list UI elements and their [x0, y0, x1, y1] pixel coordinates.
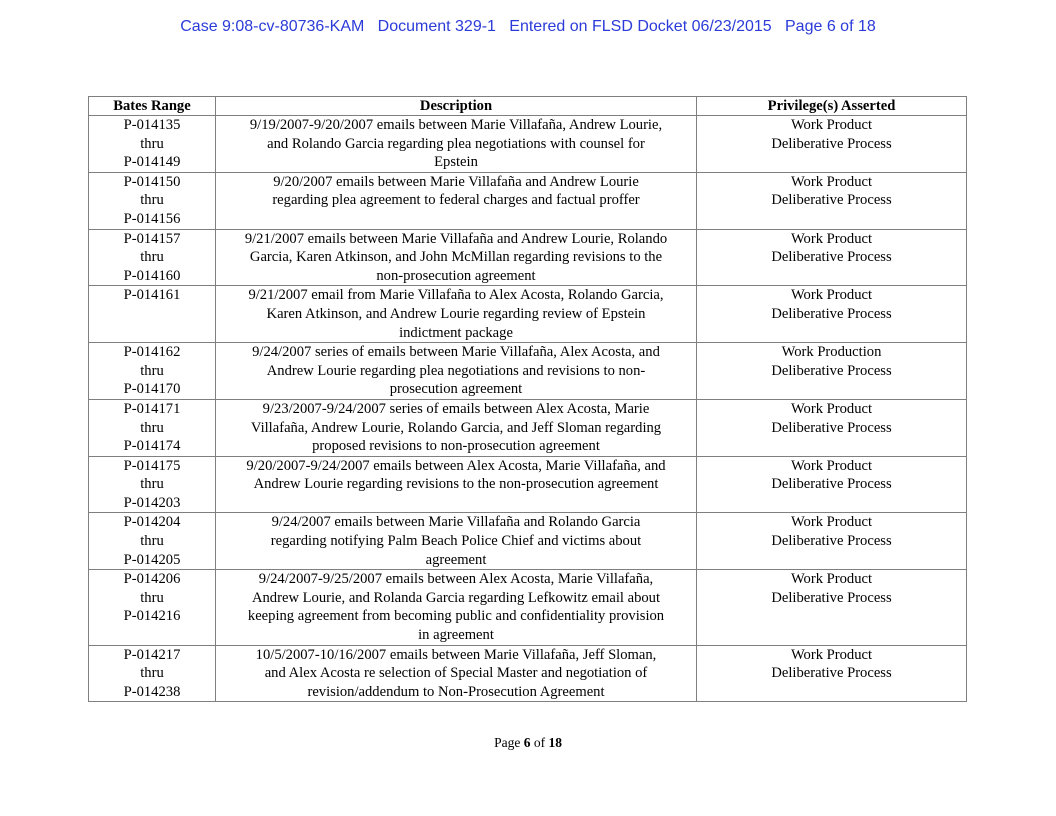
privilege-cell: Work Product Deliberative Process — [697, 286, 967, 343]
bates-range-cell: P-014217 thru P-014238 — [89, 645, 216, 702]
description-cell: 9/23/2007-9/24/2007 series of emails between Alex Acosta, Marie Villafaña, Andrew Lourie, Rolando Garcia, and Jeff Sloman regarding proposed revisions to non-prosecution agreement — [216, 399, 697, 456]
privilege-log-table — [88, 96, 967, 702]
bates-range-cell: P-014150 thru P-014156 — [89, 172, 216, 229]
bates-range-cell: P-014204 thru P-014205 — [89, 513, 216, 570]
table-row — [89, 343, 967, 400]
table-row — [89, 456, 967, 513]
table-header-row — [89, 97, 967, 116]
page-number — [0, 735, 1056, 751]
privilege-cell: Work Product Deliberative Process — [697, 229, 967, 286]
docket-header-stamp: Case 9:08-cv-80736-KAM Document 329-1 Entered on FLSD Docket 06/23/2015 Page 6 of 18 — [180, 18, 876, 35]
header-privilege: Privilege(s) Asserted — [697, 97, 967, 116]
table-row — [89, 399, 967, 456]
bates-range-cell: P-014157 thru P-014160 — [89, 229, 216, 286]
table-row — [89, 116, 967, 173]
description-cell: 9/20/2007-9/24/2007 emails between Alex Acosta, Marie Villafaña, and Andrew Lourie regarding revisions to the non-prosecution agreement — [216, 456, 697, 513]
description-cell: 9/24/2007 series of emails between Marie Villafaña, Alex Acosta, and Andrew Lourie regarding plea negotiations and revisions to non- prosecution agreement — [216, 343, 697, 400]
bates-range-cell: P-014162 thru P-014170 — [89, 343, 216, 400]
privilege-cell: Work Product Deliberative Process — [697, 645, 967, 702]
table-row — [89, 172, 967, 229]
header-description: Description — [216, 97, 697, 116]
table-row — [89, 229, 967, 286]
privilege-cell: Work Product Deliberative Process — [697, 456, 967, 513]
privilege-cell: Work Product Deliberative Process — [697, 513, 967, 570]
privilege-cell: Work Product Deliberative Process — [697, 570, 967, 645]
privilege-cell: Work Product Deliberative Process — [697, 399, 967, 456]
privilege-cell: Work Production Deliberative Process — [697, 343, 967, 400]
table-row — [89, 570, 967, 645]
page-of-label: of — [530, 735, 549, 750]
description-cell: 9/24/2007-9/25/2007 emails between Alex Acosta, Marie Villafaña, Andrew Lourie, and Rolanda Garcia regarding Lefkowitz email about keeping agreement from becoming public and confidentiality provision in agreement — [216, 570, 697, 645]
description-cell: 9/21/2007 email from Marie Villafaña to Alex Acosta, Rolando Garcia, Karen Atkinson, and Andrew Lourie regarding review of Epstein indictment package — [216, 286, 697, 343]
table-row — [89, 513, 967, 570]
bates-range-cell: P-014161 — [89, 286, 216, 343]
current-page: 6 — [523, 735, 531, 750]
table-row — [89, 286, 967, 343]
description-cell: 9/24/2007 emails between Marie Villafaña and Rolando Garcia regarding notifying Palm Beach Police Chief and victims about agreement — [216, 513, 697, 570]
bates-range-cell: P-014135 thru P-014149 — [89, 116, 216, 173]
table-row — [89, 645, 967, 702]
description-cell: 9/20/2007 emails between Marie Villafaña and Andrew Lourie regarding plea agreement to federal charges and factual proffer — [216, 172, 697, 229]
bates-range-cell: P-014206 thru P-014216 — [89, 570, 216, 645]
bates-range-cell: P-014175 thru P-014203 — [89, 456, 216, 513]
header-bates-range: Bates Range — [89, 97, 216, 116]
description-cell: 9/19/2007-9/20/2007 emails between Marie Villafaña, Andrew Lourie, and Rolando Garcia regarding plea negotiations with counsel for Epstein — [216, 116, 697, 173]
privilege-cell: Work Product Deliberative Process — [697, 116, 967, 173]
privilege-cell: Work Product Deliberative Process — [697, 172, 967, 229]
bates-range-cell: P-014171 thru P-014174 — [89, 399, 216, 456]
description-cell: 9/21/2007 emails between Marie Villafaña and Andrew Lourie, Rolando Garcia, Karen Atkinson, and John McMillan regarding revisions to the non-prosecution agreement — [216, 229, 697, 286]
page-label: Page — [494, 735, 524, 750]
description-cell: 10/5/2007-10/16/2007 emails between Marie Villafaña, Jeff Sloman, and Alex Acosta re selection of Special Master and negotiation of revision/addendum to Non-Prosecution Agreement — [216, 645, 697, 702]
total-pages: 18 — [548, 735, 562, 750]
